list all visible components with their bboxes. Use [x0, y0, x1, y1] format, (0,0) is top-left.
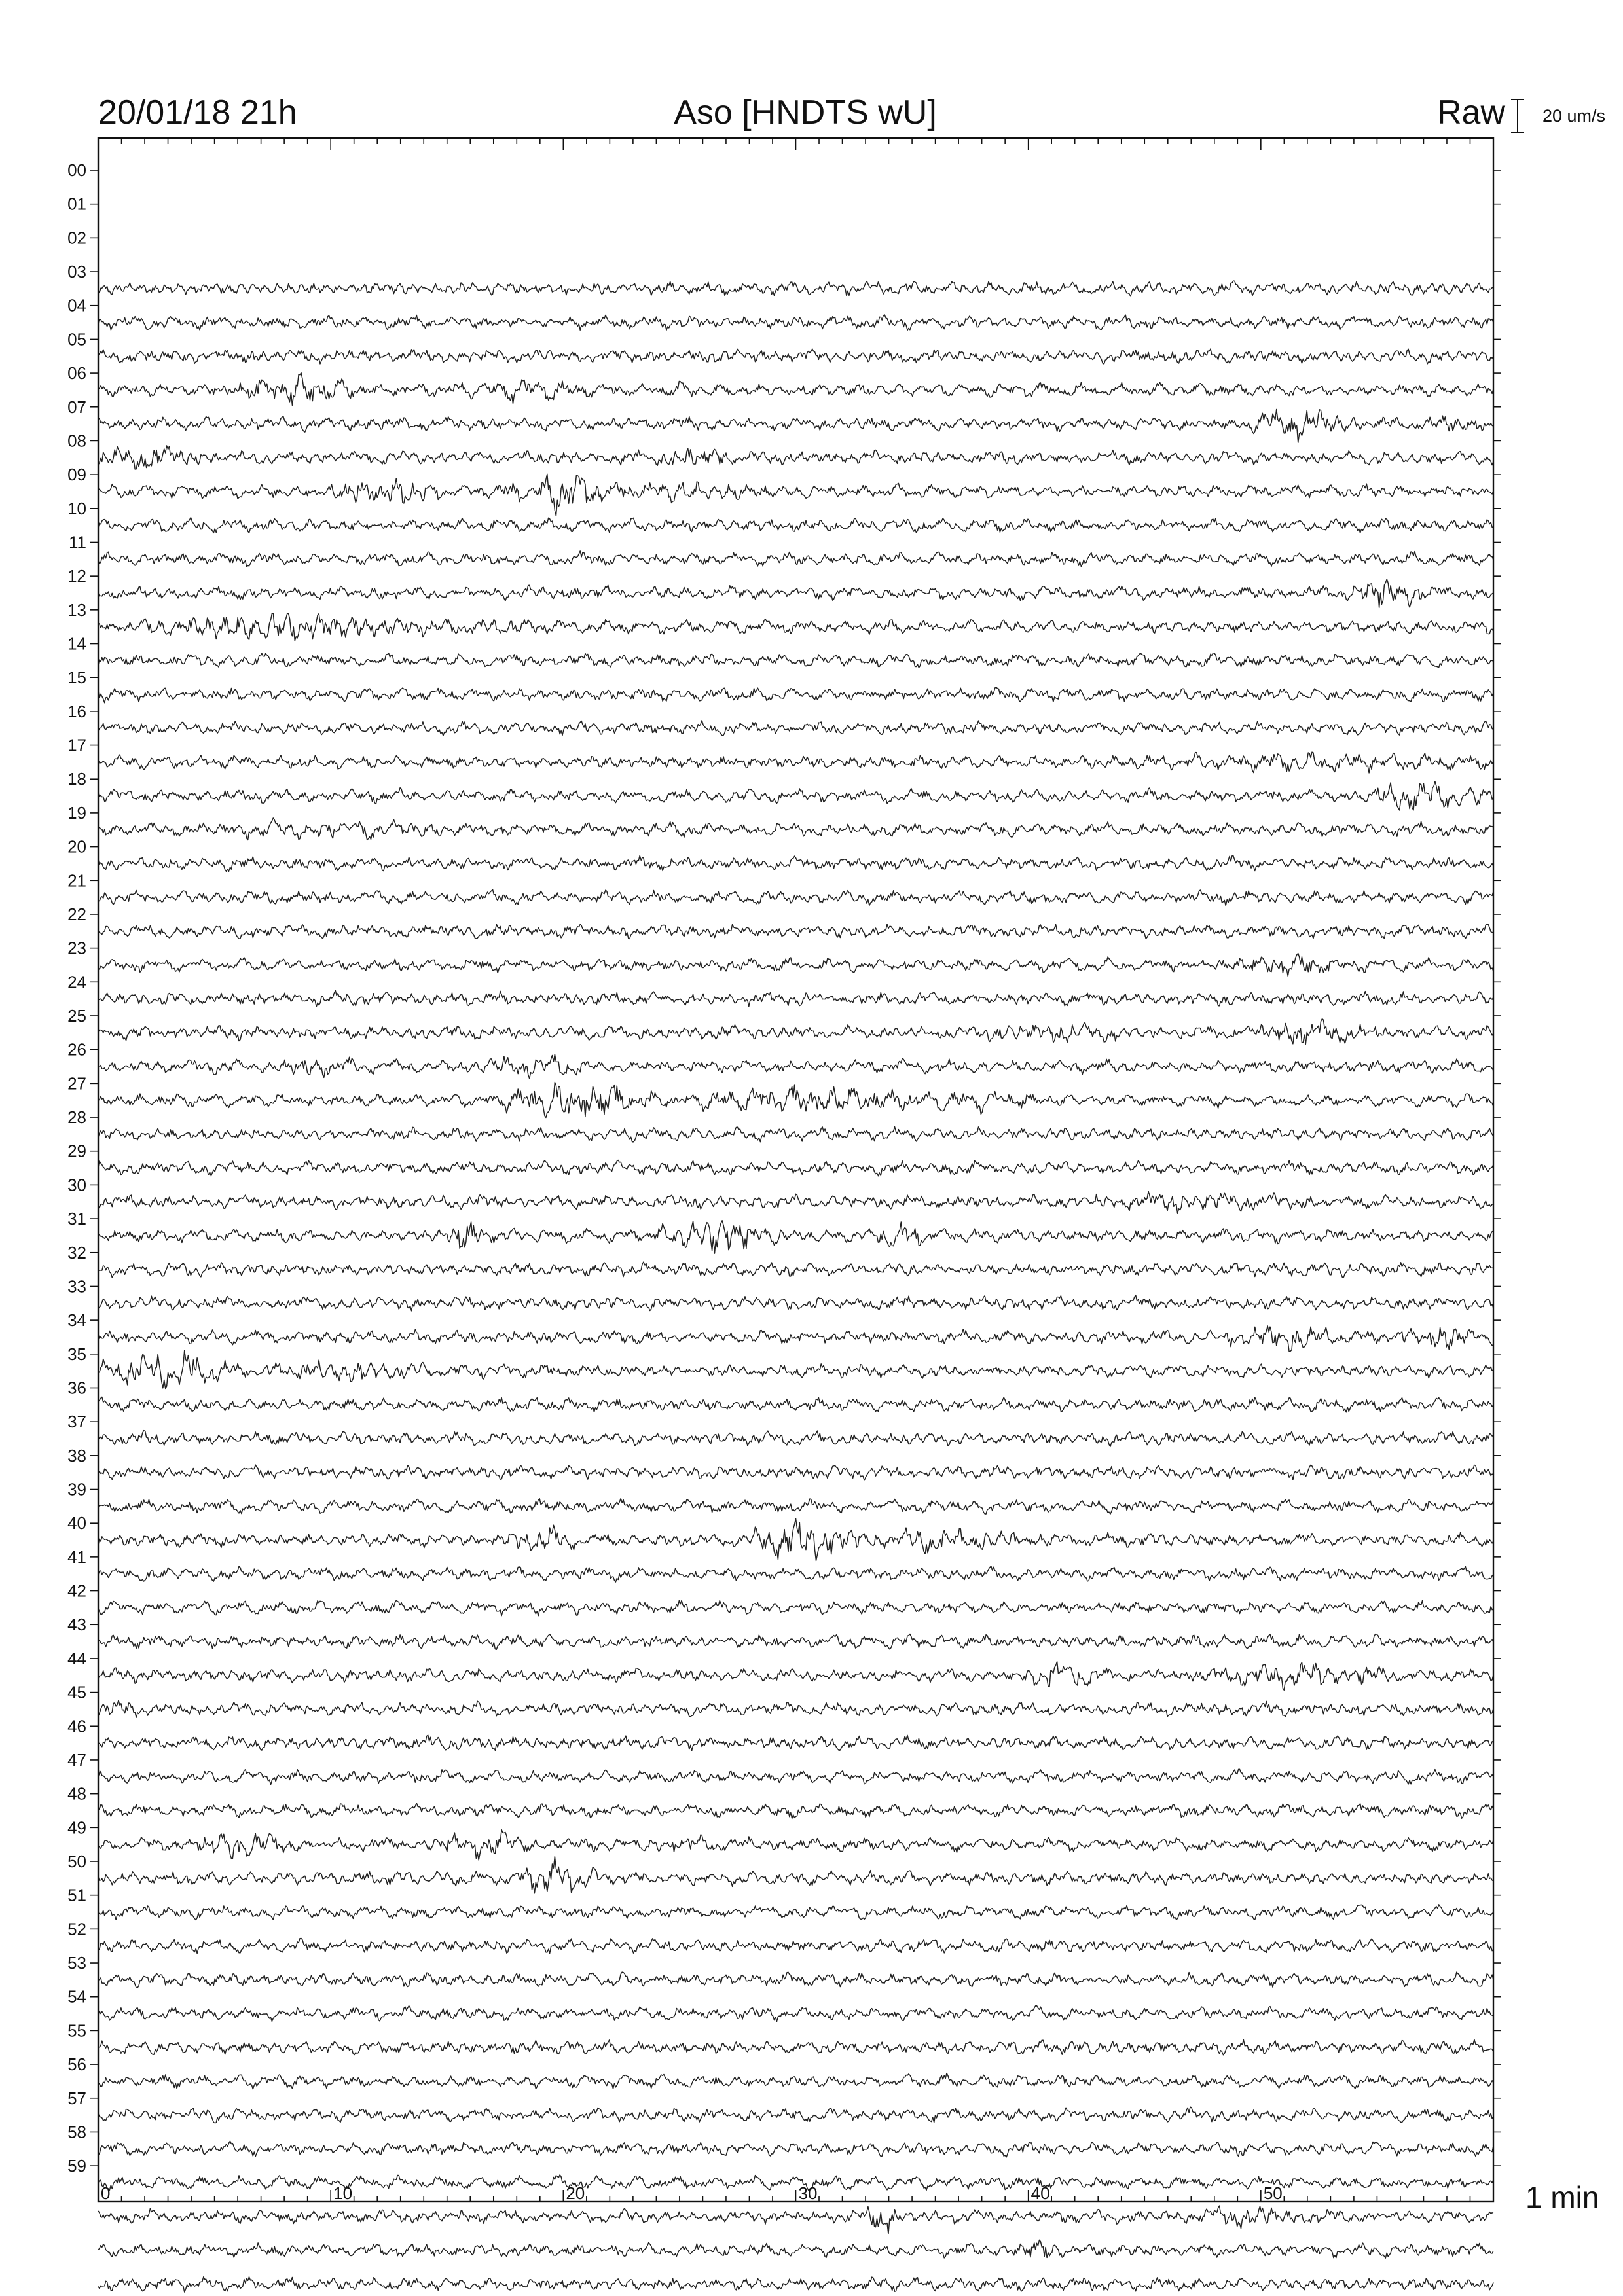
row-label: 38 — [67, 1445, 86, 1465]
seismic-trace — [98, 446, 1493, 469]
seismic-trace — [98, 1397, 1493, 1412]
x-tick-label: 30 — [798, 2183, 818, 2203]
row-label: 14 — [67, 634, 86, 654]
seismic-trace — [98, 855, 1493, 871]
seismic-trace — [98, 990, 1493, 1007]
seismic-trace — [98, 1905, 1493, 1920]
row-label: 51 — [67, 1885, 86, 1905]
seismic-trace — [98, 954, 1493, 977]
row-label: 20 — [67, 836, 86, 857]
row-label: 37 — [67, 1412, 86, 1432]
row-label: 55 — [67, 2020, 86, 2041]
plot-frame — [98, 138, 1493, 2202]
seismic-trace — [98, 2277, 1493, 2292]
x-tick-label: 0 — [101, 2183, 111, 2203]
seismic-trace — [98, 781, 1493, 810]
seismic-trace — [98, 2107, 1493, 2123]
seismic-trace — [98, 1634, 1493, 1650]
seismic-trace — [98, 281, 1493, 296]
seismic-trace — [98, 1262, 1493, 1278]
seismic-trace — [98, 613, 1493, 641]
seismic-trace — [98, 1972, 1493, 1988]
seismic-trace — [98, 1019, 1493, 1045]
row-label: 24 — [67, 972, 86, 992]
seismic-trace — [98, 1350, 1493, 1388]
row-label: 27 — [67, 1073, 86, 1094]
seismic-trace — [98, 410, 1493, 443]
row-label: 45 — [67, 1682, 86, 1702]
row-label: 58 — [67, 2122, 86, 2142]
row-label: 15 — [67, 668, 86, 688]
row-label: 21 — [67, 870, 86, 891]
row-label: 33 — [67, 1276, 86, 1297]
seismic-trace — [98, 2240, 1493, 2258]
x-tick-label: 20 — [566, 2183, 585, 2203]
seismic-trace — [98, 1769, 1493, 1785]
seismic-trace — [98, 1857, 1493, 1893]
seismic-trace — [98, 551, 1493, 567]
seismic-trace — [98, 579, 1493, 608]
row-label: 34 — [67, 1310, 86, 1331]
row-label: 31 — [67, 1209, 86, 1229]
row-label: 43 — [67, 1615, 86, 1635]
row-label: 23 — [67, 938, 86, 958]
duration-label: 1 min — [1525, 2180, 1599, 2214]
seismic-trace — [98, 315, 1493, 330]
seismic-trace — [98, 1082, 1493, 1117]
seismic-trace — [98, 474, 1493, 516]
seismic-trace — [98, 752, 1493, 773]
seismic-trace — [98, 653, 1493, 668]
trace-group — [98, 281, 1493, 2292]
seismic-trace — [98, 1465, 1493, 1480]
seismic-trace — [98, 349, 1493, 364]
row-label: 40 — [67, 1513, 86, 1534]
row-label: 32 — [67, 1242, 86, 1263]
row-label: 59 — [67, 2156, 86, 2176]
seismic-trace — [98, 687, 1493, 703]
seismic-trace — [98, 721, 1493, 736]
row-label: 22 — [67, 904, 86, 924]
row-label: 49 — [67, 1818, 86, 1838]
seismic-trace — [98, 1326, 1493, 1352]
station-title: Aso [HNDTS wU] — [674, 94, 937, 132]
x-tick-label: 50 — [1263, 2183, 1283, 2203]
row-label: 25 — [67, 1006, 86, 1026]
seismic-trace — [98, 1499, 1493, 1515]
x-tick-label: 40 — [1030, 2183, 1050, 2203]
seismic-trace — [98, 1803, 1493, 1819]
seismic-trace — [98, 2006, 1493, 2022]
row-label: 09 — [67, 465, 86, 485]
row-label: 47 — [67, 1749, 86, 1770]
seismic-trace — [98, 2073, 1493, 2089]
seismic-trace — [98, 889, 1493, 906]
date-hour-label: 20/01/18 21h — [98, 94, 297, 132]
label-group — [67, 160, 1283, 2203]
seismic-trace — [98, 1600, 1493, 1616]
seismic-trace — [98, 1830, 1493, 1861]
row-label: 44 — [67, 1648, 86, 1668]
scale-bar — [1511, 99, 1524, 132]
row-label: 26 — [67, 1039, 86, 1060]
seismic-trace — [98, 818, 1493, 840]
seismic-trace — [98, 1662, 1493, 1691]
row-label: 07 — [67, 397, 86, 417]
seismic-trace — [98, 1127, 1493, 1142]
row-label: 12 — [67, 566, 86, 586]
row-label: 04 — [67, 295, 86, 315]
seismic-trace — [98, 1191, 1493, 1213]
row-label: 42 — [67, 1581, 86, 1601]
row-label: 10 — [67, 498, 86, 518]
row-label: 57 — [67, 2088, 86, 2108]
row-label: 39 — [67, 1479, 86, 1499]
seismic-trace — [98, 1518, 1493, 1561]
row-label: 17 — [67, 735, 86, 755]
x-tick-label: 10 — [333, 2183, 353, 2203]
seismic-trace — [98, 518, 1493, 533]
seismic-trace — [98, 1566, 1493, 1582]
seismic-trace — [98, 1221, 1493, 1253]
row-label: 54 — [67, 1986, 86, 2007]
row-label: 16 — [67, 701, 86, 721]
row-label: 00 — [67, 160, 86, 180]
row-label: 19 — [67, 802, 86, 823]
row-label: 36 — [67, 1378, 86, 1398]
seismic-trace — [98, 1160, 1493, 1176]
seismic-trace — [98, 2175, 1493, 2191]
seismic-trace — [98, 1054, 1493, 1079]
row-label: 18 — [67, 769, 86, 789]
seismic-trace — [98, 2206, 1493, 2234]
row-label: 06 — [67, 363, 86, 384]
row-label: 28 — [67, 1107, 86, 1128]
seismic-trace — [98, 1700, 1493, 1717]
row-label: 01 — [67, 194, 86, 214]
row-label: 13 — [67, 600, 86, 620]
row-label: 02 — [67, 228, 86, 248]
seismic-trace — [98, 2141, 1493, 2157]
row-label: 35 — [67, 1344, 86, 1364]
seismic-trace — [98, 2039, 1493, 2055]
seismic-trace — [98, 1735, 1493, 1751]
row-label: 46 — [67, 1716, 86, 1736]
row-label: 08 — [67, 431, 86, 451]
row-label: 29 — [67, 1141, 86, 1161]
seismic-trace — [98, 1939, 1493, 1954]
row-label: 52 — [67, 1919, 86, 1939]
row-label: 48 — [67, 1784, 86, 1804]
row-label: 56 — [67, 2054, 86, 2075]
row-label: 41 — [67, 1547, 86, 1567]
row-label: 11 — [69, 532, 86, 552]
seismic-trace — [98, 373, 1493, 406]
seismic-trace — [98, 1431, 1493, 1447]
amplitude-scale-label: 20 um/s — [1542, 106, 1606, 126]
seismic-trace — [98, 1295, 1493, 1311]
seismic-trace — [98, 924, 1493, 939]
row-label: 50 — [67, 1852, 86, 1871]
tick-group — [90, 138, 1501, 2202]
row-label: 05 — [67, 329, 86, 350]
row-label: 03 — [67, 262, 86, 282]
filter-label: Raw — [1436, 94, 1505, 132]
row-label: 30 — [67, 1175, 86, 1195]
row-label: 53 — [67, 1953, 86, 1973]
